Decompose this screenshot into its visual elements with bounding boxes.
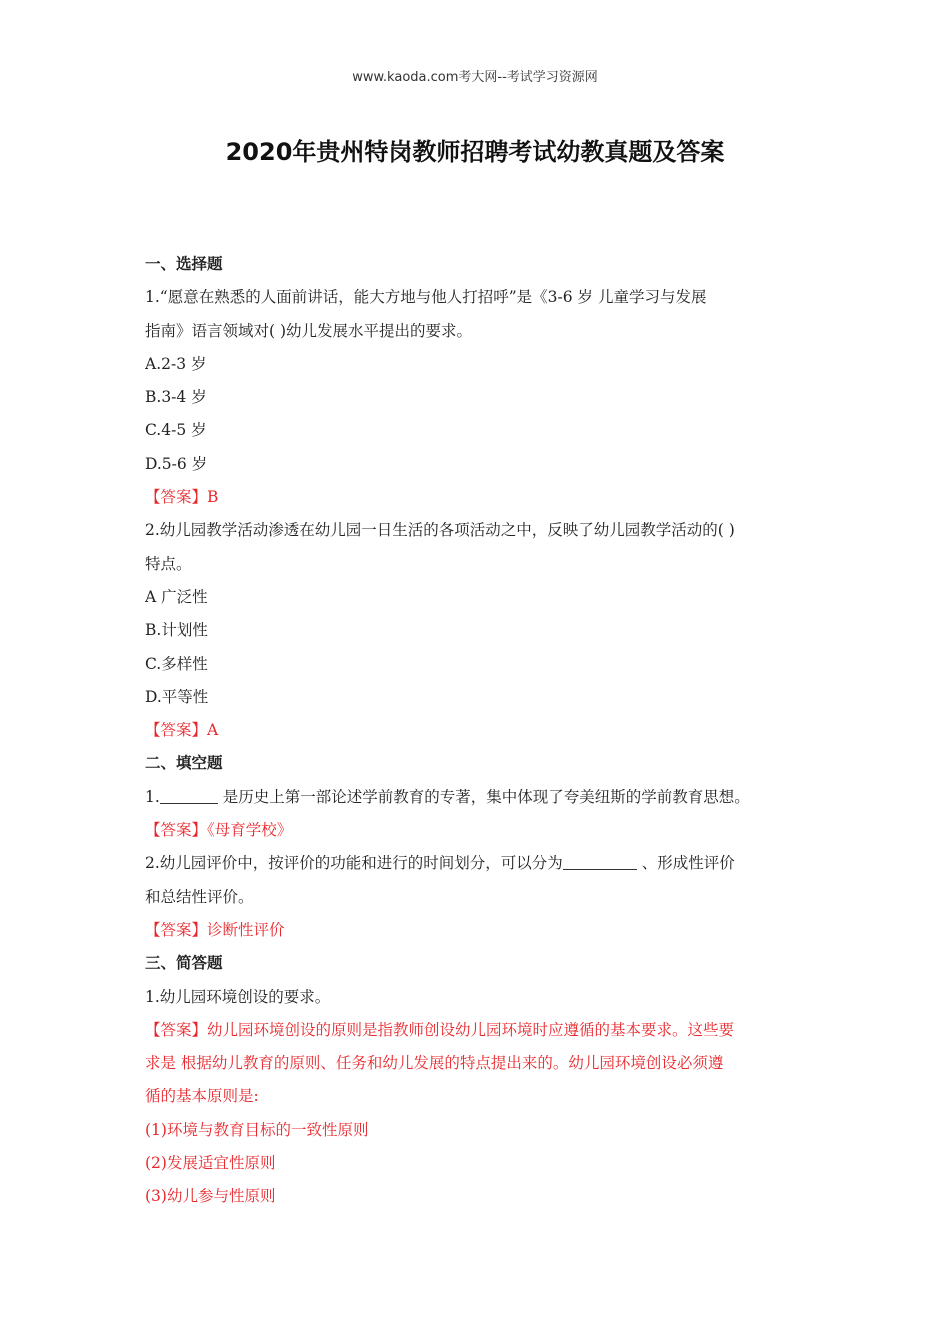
question-2-option-b: B.计划性	[145, 621, 208, 640]
question-1-option-c: C.4-5 岁	[145, 421, 207, 440]
fill-question-2-line-2: 和总结性评价。	[145, 887, 254, 906]
question-2-option-c: C.多样性	[145, 654, 208, 673]
short-answer-line-1: 【答案】幼儿园环境创设的原则是指教师创设幼儿园环境时应遵循的基本要求。这些要	[145, 1020, 735, 1039]
site-tagline: 考大网--考试学习资源网	[458, 70, 598, 85]
fill-question-2-prefix: 2.幼儿园评价中，按评价的功能和进行的时间划分，可以分为	[145, 854, 563, 873]
question-1-option-b: B.3-4 岁	[145, 388, 207, 407]
page-header	[0, 66, 950, 85]
fill-question-1	[145, 781, 810, 814]
fill-question-2-suffix: 、形成性评价	[636, 854, 735, 873]
site-url: www.kaoda.com	[352, 70, 459, 85]
document-body	[145, 248, 810, 1214]
question-2-line-1: 2.幼儿园教学活动渗透在幼儿园一日生活的各项活动之中，反映了幼儿园教学活动的( )	[145, 521, 735, 540]
section-heading-short-answer: 三、简答题	[145, 954, 223, 973]
question-1-line-1: 1.“愿意在熟悉的人面前讲话，能大方地与他人打招呼”是《3-6 岁 儿童学习与发展	[145, 288, 707, 307]
answer-blank	[160, 787, 218, 804]
short-answer-line-3: 循的基本原则是:	[145, 1087, 259, 1106]
question-2-option-d: D.平等性	[145, 687, 209, 706]
fill-question-1-answer: 【答案】《母育学校》	[145, 821, 293, 840]
short-answer-principle-1: (1)环境与教育目标的一致性原则	[145, 1120, 369, 1139]
question-2-option-a: A 广泛性	[145, 587, 208, 606]
short-answer-principle-2: (2)发展适宜性原则	[145, 1154, 276, 1173]
question-1-option-a: A.2-3 岁	[145, 354, 207, 373]
question-2-answer: 【答案】A	[145, 721, 219, 740]
answer-blank	[563, 853, 637, 870]
fill-question-1-text: 是历史上第一部论述学前教育的专著，集中体现了夸美纽斯的学前教育思想。	[217, 787, 750, 806]
short-answer-line-2: 求是 根据幼儿教育的原则、任务和幼儿发展的特点提出来的。幼儿园环境创设必须遵	[145, 1054, 724, 1073]
question-1-answer: 【答案】B	[145, 488, 219, 507]
short-answer-principle-3: (3)幼儿参与性原则	[145, 1187, 276, 1206]
question-2-line-2: 特点。	[145, 554, 192, 573]
short-question-1: 1.幼儿园环境创设的要求。	[145, 987, 331, 1006]
section-heading-choice: 一、选择题	[145, 255, 223, 273]
section-heading-fill-blank: 二、填空题	[145, 754, 223, 773]
fill-question-2-answer: 【答案】诊断性评价	[145, 920, 285, 939]
question-1-option-d: D.5-6 岁	[145, 454, 208, 473]
fill-question-2-line-1	[145, 847, 810, 880]
document-title: 2020年贵州特岗教师招聘考试幼教真题及答案	[225, 138, 725, 166]
question-1-line-2: 指南》语言领域对( )幼儿发展水平提出的要求。	[145, 321, 473, 340]
fill-question-1-prefix: 1.	[145, 787, 160, 806]
